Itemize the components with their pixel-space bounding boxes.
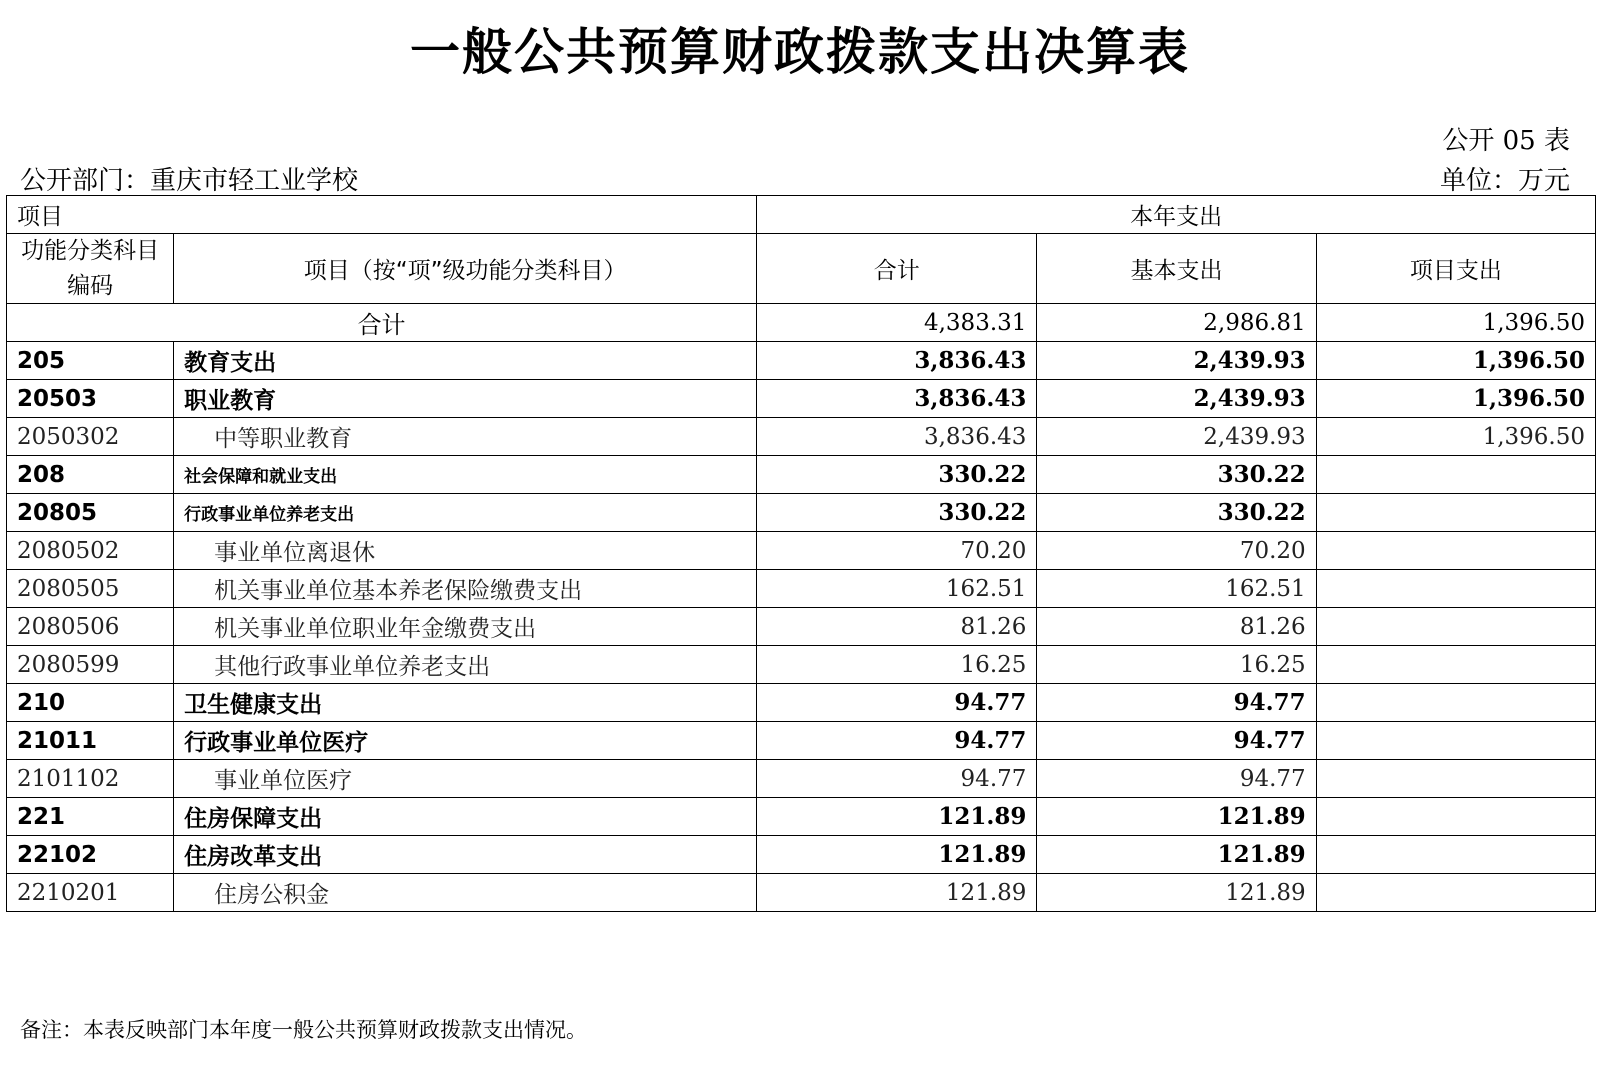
total-basic: 2,986.81 xyxy=(1037,304,1316,342)
row-total: 3,836.43 xyxy=(757,342,1037,380)
row-total: 162.51 xyxy=(757,570,1037,608)
row-basic: 16.25 xyxy=(1037,646,1316,684)
row-basic: 70.20 xyxy=(1037,532,1316,570)
header-item: 项目 xyxy=(7,196,757,234)
row-code: 208 xyxy=(7,456,174,494)
table-row xyxy=(7,684,1596,722)
row-code: 22102 xyxy=(7,836,174,874)
row-name: 卫生健康支出 xyxy=(174,684,757,722)
table-row xyxy=(7,722,1596,760)
table-row xyxy=(7,342,1596,380)
row-name: 事业单位离退休 xyxy=(174,532,757,570)
department-label: 公开部门：重庆市轻工业学校 xyxy=(20,166,359,196)
row-project xyxy=(1316,646,1595,684)
table-row xyxy=(7,380,1596,418)
row-project xyxy=(1316,532,1595,570)
row-name: 社会保障和就业支出 xyxy=(174,456,757,494)
row-code: 221 xyxy=(7,798,174,836)
table-row xyxy=(7,418,1596,456)
page-title: 一般公共预算财政拨款支出决算表 xyxy=(410,23,1190,81)
row-code: 20805 xyxy=(7,494,174,532)
row-total: 94.77 xyxy=(757,760,1037,798)
row-code: 2101102 xyxy=(7,760,174,798)
row-basic: 2,439.93 xyxy=(1037,418,1316,456)
row-total: 121.89 xyxy=(757,874,1037,912)
row-project xyxy=(1316,494,1595,532)
row-project xyxy=(1316,608,1595,646)
row-total: 16.25 xyxy=(757,646,1037,684)
row-code: 20503 xyxy=(7,380,174,418)
row-project xyxy=(1316,456,1595,494)
table-row xyxy=(7,532,1596,570)
header-total: 合计 xyxy=(757,234,1037,304)
row-basic: 162.51 xyxy=(1037,570,1316,608)
table-row xyxy=(7,836,1596,874)
row-project xyxy=(1316,798,1595,836)
row-basic: 81.26 xyxy=(1037,608,1316,646)
row-code: 2080599 xyxy=(7,646,174,684)
header-row-1 xyxy=(7,196,1596,234)
row-total: 70.20 xyxy=(757,532,1037,570)
header-name: 项目（按“项”级功能分类科目） xyxy=(174,234,757,304)
row-basic: 121.89 xyxy=(1037,836,1316,874)
row-project xyxy=(1316,836,1595,874)
row-basic: 94.77 xyxy=(1037,684,1316,722)
table-row xyxy=(7,874,1596,912)
row-basic: 2,439.93 xyxy=(1037,380,1316,418)
row-total: 3,836.43 xyxy=(757,380,1037,418)
row-name: 机关事业单位基本养老保险缴费支出 xyxy=(174,570,757,608)
row-project: 1,396.50 xyxy=(1316,418,1595,456)
row-total: 121.89 xyxy=(757,836,1037,874)
row-basic: 2,439.93 xyxy=(1037,342,1316,380)
row-name: 职业教育 xyxy=(174,380,757,418)
row-name: 行政事业单位养老支出 xyxy=(174,494,757,532)
row-total: 3,836.43 xyxy=(757,418,1037,456)
row-project xyxy=(1316,760,1595,798)
total-row xyxy=(7,304,1596,342)
row-code: 210 xyxy=(7,684,174,722)
header-code: 功能分类科目编码 xyxy=(7,234,174,304)
row-total: 330.22 xyxy=(757,456,1037,494)
form-number: 公开 05 表 xyxy=(1442,126,1570,156)
row-code: 21011 xyxy=(7,722,174,760)
row-name: 其他行政事业单位养老支出 xyxy=(174,646,757,684)
row-total: 81.26 xyxy=(757,608,1037,646)
budget-table xyxy=(6,195,1596,912)
row-total: 94.77 xyxy=(757,684,1037,722)
row-name: 中等职业教育 xyxy=(174,418,757,456)
row-basic: 121.89 xyxy=(1037,874,1316,912)
row-basic: 94.77 xyxy=(1037,722,1316,760)
row-name: 机关事业单位职业年金缴费支出 xyxy=(174,608,757,646)
row-code: 2210201 xyxy=(7,874,174,912)
row-code: 205 xyxy=(7,342,174,380)
header-project: 项目支出 xyxy=(1316,234,1595,304)
row-project xyxy=(1316,722,1595,760)
row-total: 94.77 xyxy=(757,722,1037,760)
row-code: 2050302 xyxy=(7,418,174,456)
table-row xyxy=(7,570,1596,608)
header-this-year: 本年支出 xyxy=(757,196,1596,234)
row-basic: 330.22 xyxy=(1037,456,1316,494)
header-basic: 基本支出 xyxy=(1037,234,1316,304)
row-basic: 94.77 xyxy=(1037,760,1316,798)
row-name: 住房公积金 xyxy=(174,874,757,912)
row-basic: 330.22 xyxy=(1037,494,1316,532)
header-row-2 xyxy=(7,234,1596,304)
footnote: 备注：本表反映部门本年度一般公共预算财政拨款支出情况。 xyxy=(20,1018,587,1042)
table-row xyxy=(7,760,1596,798)
row-name: 住房保障支出 xyxy=(174,798,757,836)
row-name: 行政事业单位医疗 xyxy=(174,722,757,760)
unit-label: 单位：万元 xyxy=(1439,166,1570,196)
table-row xyxy=(7,798,1596,836)
table-row xyxy=(7,494,1596,532)
total-label: 合计 xyxy=(7,304,757,342)
row-project xyxy=(1316,874,1595,912)
row-basic: 121.89 xyxy=(1037,798,1316,836)
total-total: 4,383.31 xyxy=(757,304,1037,342)
row-name: 教育支出 xyxy=(174,342,757,380)
table-row xyxy=(7,608,1596,646)
row-name: 住房改革支出 xyxy=(174,836,757,874)
row-name: 事业单位医疗 xyxy=(174,760,757,798)
row-total: 330.22 xyxy=(757,494,1037,532)
row-project xyxy=(1316,570,1595,608)
row-project: 1,396.50 xyxy=(1316,342,1595,380)
row-code: 2080502 xyxy=(7,532,174,570)
table-row xyxy=(7,646,1596,684)
row-code: 2080506 xyxy=(7,608,174,646)
row-code: 2080505 xyxy=(7,570,174,608)
table-row xyxy=(7,456,1596,494)
row-total: 121.89 xyxy=(757,798,1037,836)
row-project: 1,396.50 xyxy=(1316,380,1595,418)
total-project: 1,396.50 xyxy=(1316,304,1595,342)
row-project xyxy=(1316,684,1595,722)
